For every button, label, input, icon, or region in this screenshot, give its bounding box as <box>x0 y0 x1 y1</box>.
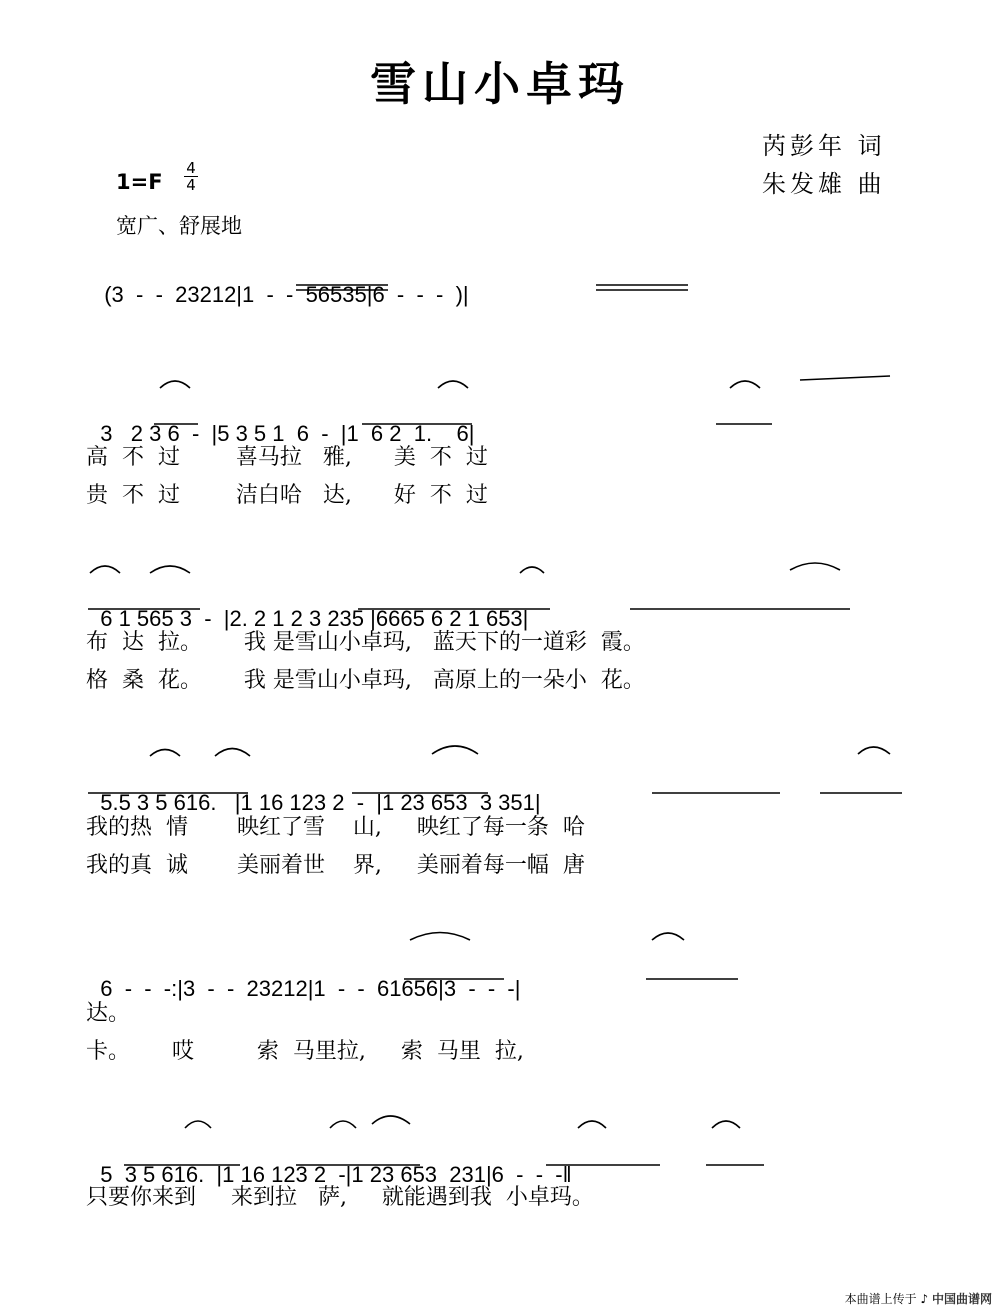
meter-denominator: 4 <box>186 176 196 194</box>
slur-r6-d <box>578 1121 606 1128</box>
notation-row-6-text: 5 3 5 616. |1 16 123 2 -|1 23 653 231|6 - - -‖ <box>100 1162 572 1187</box>
notation-row-4-text: 5.5 3 5 616. |1 16 123 2 - |1 23 653 3 351| <box>100 790 541 815</box>
lyric-row-4-verse-2: 我的真 诚 美丽着世 界, 美丽着每一幅 唐 <box>86 853 585 878</box>
slur-r6-a <box>185 1121 211 1128</box>
lyric-row-2-verse-2: 贵 不 过 洁白哈 达, 好 不 过 <box>86 483 488 508</box>
site-logo-icon: ♪ <box>920 1292 929 1306</box>
notation-row-2-text: 3 2 3 6 - |5 3 5 1 6 - |1 6 2 1. 6| <box>100 421 475 446</box>
composer-credit: 朱发雄 曲 <box>762 170 886 198</box>
slur-r4-b <box>215 749 250 757</box>
notation-row-1-text: (3 - - 23212|1 - - 56535|6 - - - )| <box>104 282 469 307</box>
footer-credit <box>845 1290 992 1307</box>
footer-text: 本曲谱上传于 <box>844 1292 917 1306</box>
notation-row-5-text: 6 - - -:|3 - - 23212|1 - - 61656|3 - - -| <box>100 976 521 1001</box>
slur-r3-b <box>150 566 190 573</box>
lyric-row-5-verse-2: 卡。 哎 索 马里拉, 索 马里 拉, <box>86 1039 524 1064</box>
tie-r2-d <box>800 376 890 380</box>
slur-r4-d <box>858 747 890 754</box>
notation-row-3-text: 6 1 565 3 - |2. 2 1 2 3 235 |6665 6 2 1 653| <box>100 606 529 631</box>
tempo-marking: 宽广、舒展地 <box>116 214 242 238</box>
slur-r2-a <box>160 381 190 388</box>
slur-r3-a <box>90 566 120 573</box>
lyric-row-2-verse-1: 高 不 过 喜马拉 雅, 美 不 过 <box>86 445 488 470</box>
lyric-row-4-verse-1: 我的热 情 映红了雪 山, 映红了每一条 哈 <box>86 815 585 840</box>
slur-r5-a <box>410 933 470 941</box>
slur-r6-c <box>372 1116 410 1124</box>
lyricist-credit: 芮彭年 词 <box>762 132 886 160</box>
footer-brand: 中国曲谱网 <box>931 1292 992 1306</box>
meter-numerator: 4 <box>186 159 196 177</box>
slur-r6-e <box>712 1121 740 1128</box>
slur-r2-c <box>730 381 760 388</box>
lyric-row-5-verse-1: 达。 <box>86 1001 131 1026</box>
slur-r5-b <box>652 933 684 940</box>
slur-r3-c <box>520 567 544 573</box>
slur-r3-d <box>790 563 840 570</box>
lyric-row-6-verse-1: 只要你来到 来到拉 萨, 就能遇到我 小卓玛。 <box>86 1185 594 1210</box>
slur-r4-a <box>150 750 180 757</box>
slur-r2-b <box>438 381 468 388</box>
slur-r6-b <box>330 1121 356 1128</box>
lyric-row-3-verse-1: 布 达 拉。 我 是雪山小卓玛, 蓝天下的一道彩 霞。 <box>86 630 645 655</box>
lyric-row-3-verse-2: 格 桑 花。 我 是雪山小卓玛, 高原上的一朵小 花。 <box>86 668 645 693</box>
song-title: 雪山小卓玛 <box>370 57 630 111</box>
slur-r4-c <box>432 746 478 754</box>
key-signature: 1=F <box>116 170 163 194</box>
